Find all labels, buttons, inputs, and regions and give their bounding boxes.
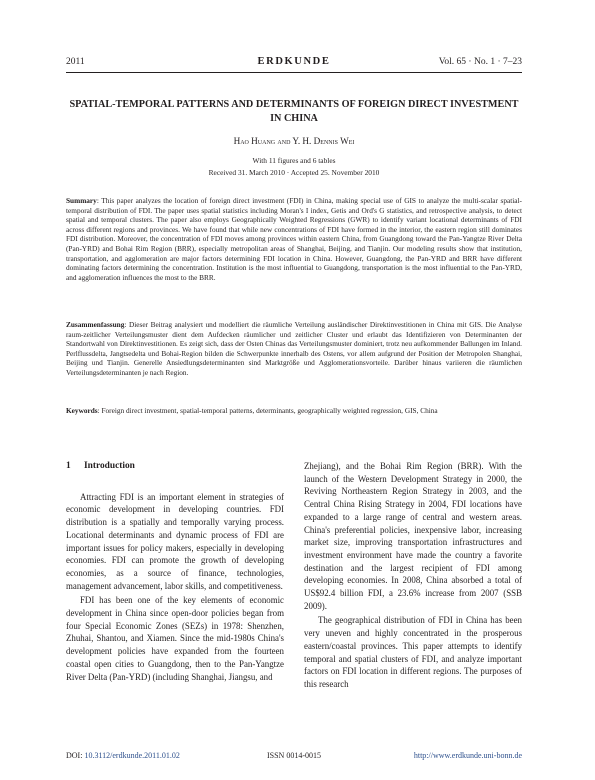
zusammenfassung-text: : Dieser Beitrag analysiert und modelliert die räumliche Verteilung ausländischer Direktinvestitionen in China mit GIS. Die Analyse raum-zeitlicher Verteilungsmuster dient dem Aufdecken räumlicher und zeitlicher Cluster und erlaubt das Identifizieren von Determinanten der Standortwahl von Direktinvestitionen. Es zeigt sich, dass der Osten Chinas das Verteilungsmuster dominiert, trotz neu aufkommender Ballungen im Inland. Perlflussdelta, Jangtsedelta und Bohai-Region bilden die Schwerpunkte innerhalb des Ostens, vor allem aufgrund der Position der Metropolen Shanghai, Beijing und Tianjin. Generelle Ansiedlungsdeterminanten sind Marktgröße und Agglomerationsvorteile. Darüber hinaus variieren die räumlichen Verteilungsdeterminanten je nach Region. [66, 320, 522, 377]
summary-block [66, 196, 522, 282]
issn: ISSN 0014-0015 [266, 751, 321, 760]
zusammenfassung-block [66, 320, 522, 378]
figures-tables-note: With 11 figures and 6 tables [252, 156, 336, 165]
paragraph: Zhejiang), and the Bohai Rim Region (BRR). With the launch of the Western Development Strategy in 2000, the Reviving Northeastern Region Strategy in 2003, and the Central China Rising Strategy in 2004, FDI locations have expanded to a large range of central and western areas. China's preferential policies, inexpensive labor, increasing market size, improving transportation infrastructures and investment environment have made the country a favorite destination and the largest recipient of FDI among developing economies. In 2008, China absorbed a total of US$92.4 billion FDI, a 23.6% increase from 2007 (SSB 2009). [304, 461, 522, 611]
section-heading [66, 460, 284, 473]
running-header [66, 57, 522, 71]
zusammenfassung-label: Zusammenfassung [66, 320, 125, 329]
summary-label: Summary [66, 196, 97, 205]
doi-link[interactable]: 10.3112/erdkunde.2011.01.02 [84, 751, 180, 760]
doi-label: DOI: [66, 751, 85, 760]
summary-text: : This paper analyzes the location of foreign direct investment (FDI) in China, making special use of GIS to analyze the multi-scalar spatial-temporal distribution of FDI. The paper uses spatial statistics including Moran's I index, Getis and Ord's G statistics, and retrospective analysis, to detect spatial and temporal clusters. The paper also employs Geographically Weighted Regressions (GWR) to identify variant locational determinants of FDI across different regions and provinces. We have found that while new concentrations of FDI have formed in the interior, the eastern region still dominates FDI distribution. Moreover, the concentration of FDI moves among provinces within eastern China, from Guangdong toward the Pan-Yangtze River Delta (Pan-YRD) and Bohai Rim Region (BRR), especially metropolitan areas of Shanghai, Beijing, and Tianjin. Our modeling results show that institution, transportation, and agglomeration are major factors determining FDI location in China. However, Guangdong, the Pan-YRD and BRR have different dominating factors determining the concentration. Institution is the most influential to Guangdong, transportation is the most influential to the Pan-YRD, and agglomeration influences the most to the BRR. [66, 196, 522, 282]
section-number: 1 [66, 461, 71, 471]
keywords-block [66, 406, 522, 416]
paragraph: The geographical distribution of FDI in China has been very uneven and highly concentrated in the prosperous eastern/coastal provinces. This paper attempts to identify temporal and spatial clusters of FDI, and analyze important factors on FDI location in different regions. The purposes of this research [304, 615, 522, 689]
volume-info: Vol. 65 · No. 1 · 7–23 [438, 57, 522, 67]
section-title: Introduction [84, 461, 135, 471]
article-authors: Hao Huang and Y. H. Dennis Wei [233, 136, 355, 146]
paragraph: Attracting FDI is an important element in strategies of economic development in developing countries. FDI distribution is a spatially and temporally varying process. Locational determinants and dynamic process of FDI are important issues for policy makers, especially in developing economies. FDI can promote the growth of developing economies, as a source of finance, technologies, management advancement, labor skills, and competitiveness. [66, 491, 284, 591]
received-accepted-dates: Received 31. March 2010 · Accepted 25. November 2010 [208, 168, 380, 177]
paragraph: FDI has been one of the key elements of economic development in China since open-door policies began from four Special Economic Zones (SEZs) in 1978: Shenzhen, Zhuhai, Shantou, and Xiamen. Since the mid-1980s China's development policies have expanded from the fourteen coastal open cities to Guangdong, then to the Pan-Yangtze River Delta (Pan-YRD) (including Shanghai, Jiangsu, and [66, 595, 284, 682]
article-title: SPATIAL-TEMPORAL PATTERNS AND DETERMINANTS OF FOREIGN DIRECT INVESTMENT IN CHINA [69, 99, 519, 124]
left-column [66, 460, 284, 683]
header-rule [66, 72, 522, 73]
keywords-label: Keywords [66, 406, 98, 415]
header-year: 2011 [66, 57, 85, 67]
right-column [304, 460, 522, 691]
keywords-text: : Foreign direct investment, spatial-temporal patterns, determinants, geographically weighted regression, GIS, China [97, 406, 438, 415]
page-footer [66, 751, 522, 763]
journal-name: ERDKUNDE [257, 56, 331, 67]
journal-url-link[interactable]: http://www.erdkunde.uni-bonn.de [413, 751, 522, 760]
